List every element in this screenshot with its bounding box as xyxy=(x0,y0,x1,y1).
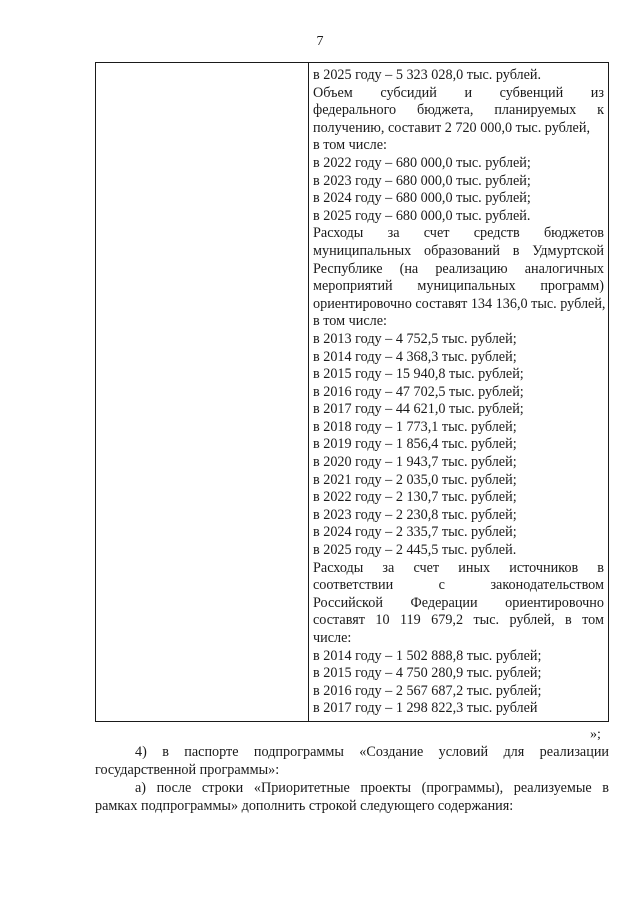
funding-text-line: в 2016 году – 47 702,5 тыс. рублей; xyxy=(313,383,524,400)
funding-text-line: составят 10 119 679,2 тыс. рублей, в том xyxy=(313,612,604,629)
funding-text-line: в 2020 году – 1 943,7 тыс. рублей; xyxy=(313,454,517,471)
funding-text-line: в 2024 году – 2 335,7 тыс. рублей; xyxy=(313,524,517,541)
funding-text-line: в 2015 году – 4 750 280,9 тыс. рублей; xyxy=(313,665,542,682)
funding-text-line: Расходы за счет средств бюджетов xyxy=(313,225,604,242)
funding-text-line: в 2023 году – 680 000,0 тыс. рублей; xyxy=(313,172,531,189)
funding-text-line: в том числе: xyxy=(313,313,387,330)
funding-text-line: в 2015 году – 15 940,8 тыс. рублей; xyxy=(313,366,524,383)
passport-table xyxy=(95,62,609,722)
funding-text-line: в 2025 году – 680 000,0 тыс. рублей. xyxy=(313,207,531,224)
column-divider xyxy=(308,63,309,721)
funding-text-line: соответствии с законодательством xyxy=(313,577,604,594)
funding-text-line: в 2018 году – 1 773,1 тыс. рублей; xyxy=(313,418,517,435)
paragraph-item-a-line: а) после строки «Приоритетные проекты (программы), реализуемые в xyxy=(135,780,609,796)
funding-text-line: в 2023 году – 2 230,8 тыс. рублей; xyxy=(313,506,517,523)
paragraph-item-4 xyxy=(95,744,609,779)
funding-text-line: в 2024 году – 680 000,0 тыс. рублей; xyxy=(313,190,531,207)
funding-cell xyxy=(313,67,604,718)
funding-text-line: в 2025 году – 2 445,5 тыс. рублей. xyxy=(313,542,517,559)
paragraph-item-4-line: государственной программы»: xyxy=(95,761,280,778)
funding-text-line: в 2013 году – 4 752,5 тыс. рублей; xyxy=(313,330,517,347)
funding-text-line: федерального бюджета, планируемых к xyxy=(313,102,604,119)
funding-text-line: в 2025 году – 5 323 028,0 тыс. рублей. xyxy=(313,67,542,83)
funding-text-line: Объем субсидий и субвенций из xyxy=(313,84,604,101)
paragraph-item-a-line: рамках подпрограммы» дополнить строкой следующего содержания: xyxy=(95,797,514,814)
funding-text-line: в том числе: xyxy=(313,137,387,154)
funding-text-line: Республике (на реализацию аналогичных xyxy=(313,260,604,277)
paragraph-item-a xyxy=(95,780,609,815)
funding-text-line: числе: xyxy=(313,630,352,646)
funding-text-line: Российской Федерации ориентировочно xyxy=(313,594,604,611)
funding-text-line: в 2014 году – 1 502 888,8 тыс. рублей; xyxy=(313,647,542,664)
funding-text-line: в 2017 году – 44 621,0 тыс. рублей; xyxy=(313,401,524,418)
funding-text-line: муниципальных образований в Удмуртской xyxy=(313,242,604,259)
funding-text-line: Расходы за счет иных источников в xyxy=(313,559,604,576)
funding-text-line: в 2021 году – 2 035,0 тыс. рублей; xyxy=(313,471,517,488)
funding-text-line: ориентировочно составят 134 136,0 тыс. рублей, xyxy=(313,295,606,312)
page-number: 7 xyxy=(316,34,324,49)
funding-text-line: мероприятий муниципальных программ) xyxy=(313,278,604,295)
funding-text-line: получению, составит 2 720 000,0 тыс. рублей, xyxy=(313,119,590,136)
funding-text-line: в 2022 году – 680 000,0 тыс. рублей; xyxy=(313,154,531,171)
paragraph-item-4-line: 4) в паспорте подпрограммы «Создание условий для реализации xyxy=(135,744,609,760)
closing-quote: »; xyxy=(590,727,601,742)
funding-text-line: в 2017 году – 1 298 822,3 тыс. рублей xyxy=(313,700,538,717)
funding-text-line: в 2016 году – 2 567 687,2 тыс. рублей; xyxy=(313,682,542,699)
funding-text-line: в 2014 году – 4 368,3 тыс. рублей; xyxy=(313,348,517,365)
funding-text-line: в 2022 году – 2 130,7 тыс. рублей; xyxy=(313,489,517,506)
funding-text-line: в 2019 году – 1 856,4 тыс. рублей; xyxy=(313,436,517,453)
